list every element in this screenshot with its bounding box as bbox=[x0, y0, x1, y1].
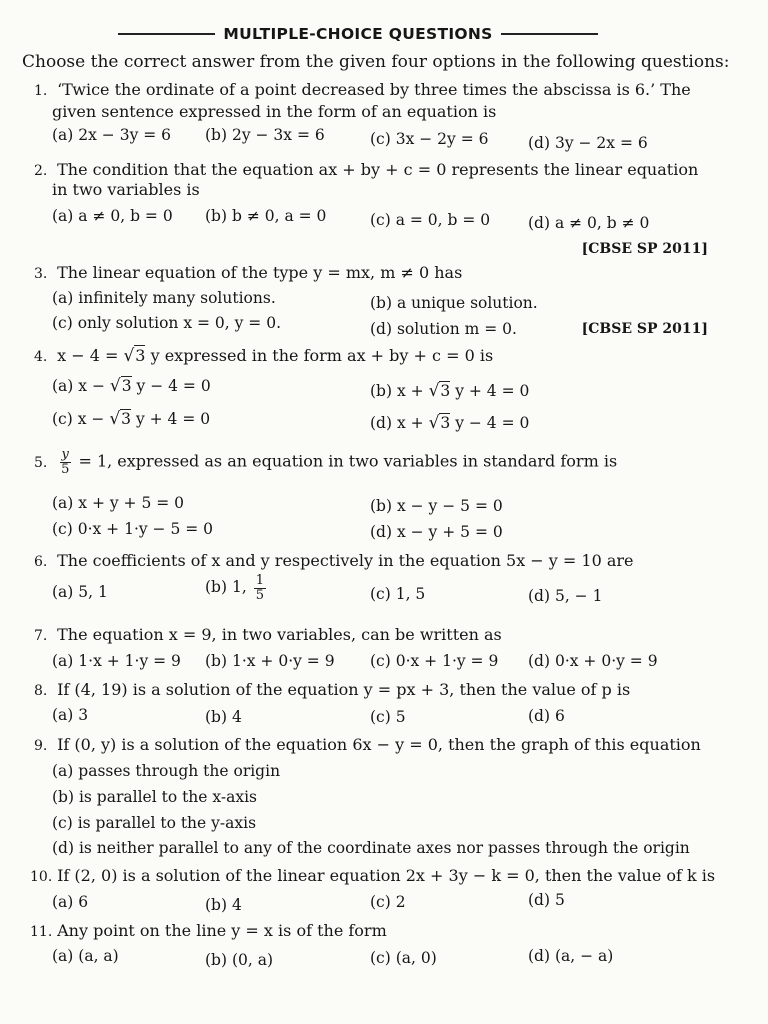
option-label: (c) bbox=[370, 893, 391, 911]
option-text: (0, a) bbox=[231, 951, 274, 969]
option-text-pre: x + bbox=[396, 414, 429, 432]
option-text: 3x − 2y = 6 bbox=[395, 130, 489, 148]
option-text: is parallel to the x-axis bbox=[78, 788, 257, 806]
option-text: 6 bbox=[554, 707, 565, 725]
fraction bbox=[254, 574, 266, 602]
q5-option-d[interactable] bbox=[370, 523, 503, 541]
q9-option-b[interactable] bbox=[52, 788, 257, 806]
question-text: ‘Twice the ordinate of a point decreased by three times the abscissa is 6.’ The bbox=[57, 80, 691, 99]
option-text-post: y − 4 = 0 bbox=[131, 377, 211, 395]
option-text: is parallel to the y-axis bbox=[77, 814, 257, 832]
q4-option-c[interactable] bbox=[52, 409, 210, 429]
option-text: b ≠ 0, a = 0 bbox=[231, 207, 327, 225]
option-label: (d) bbox=[528, 587, 551, 605]
source-tag: [CBSE SP 2011] bbox=[581, 241, 708, 257]
option-label: (d) bbox=[52, 839, 75, 857]
option-text: 3y − 2x = 6 bbox=[554, 134, 648, 152]
option-text: (a, 0) bbox=[395, 949, 437, 967]
instructions: Choose the correct answer from the given four options in the following questions: bbox=[22, 52, 730, 72]
section-title: MULTIPLE-CHOICE QUESTIONS bbox=[223, 25, 493, 43]
section-header bbox=[118, 21, 598, 47]
option-text-post: y − 4 = 0 bbox=[450, 414, 530, 432]
option-label: (c) bbox=[52, 410, 73, 428]
option-text: 6 bbox=[78, 893, 89, 911]
q11-option-d[interactable] bbox=[528, 947, 613, 965]
q3-option-b[interactable] bbox=[370, 294, 538, 312]
option-text: (a, a) bbox=[78, 947, 119, 965]
option-label: (b) bbox=[205, 207, 228, 225]
option-label: (b) bbox=[205, 951, 228, 969]
sqrt-radicand: 3 bbox=[121, 410, 132, 428]
q6-option-a[interactable] bbox=[52, 583, 108, 601]
option-text: infinitely many solutions. bbox=[78, 289, 276, 307]
q5-option-b[interactable] bbox=[370, 497, 503, 515]
question-number: 5. bbox=[34, 454, 48, 471]
question-text-post: y expressed in the form ax + by + c = 0 is bbox=[145, 346, 494, 365]
question-text: The equation x = 9, in two variables, can be written as bbox=[57, 625, 502, 644]
q6-option-b[interactable] bbox=[205, 574, 268, 602]
option-label: (d) bbox=[528, 214, 551, 232]
question-11 bbox=[30, 921, 387, 940]
option-text: 5 bbox=[395, 708, 406, 726]
option-text: passes through the origin bbox=[78, 762, 281, 780]
q11-option-b[interactable] bbox=[205, 951, 273, 969]
option-label: (d) bbox=[370, 320, 393, 338]
q10-option-a[interactable] bbox=[52, 893, 88, 911]
q4-option-d[interactable] bbox=[370, 413, 529, 433]
option-text: 5 bbox=[554, 891, 565, 909]
q10-option-b[interactable] bbox=[205, 896, 242, 914]
option-label: (b) bbox=[52, 788, 75, 806]
option-label: (d) bbox=[528, 891, 551, 909]
option-label: (c) bbox=[370, 652, 391, 670]
fraction-denominator: 5 bbox=[61, 461, 70, 477]
question-4 bbox=[34, 346, 493, 366]
sqrt-symbol: √3 bbox=[428, 381, 451, 401]
option-label: (a) bbox=[52, 652, 74, 670]
option-label: (d) bbox=[528, 652, 551, 670]
option-label: (c) bbox=[370, 708, 391, 726]
option-text-pre: x − bbox=[78, 377, 110, 395]
q5-option-c[interactable] bbox=[52, 520, 213, 538]
q1-option-c[interactable] bbox=[370, 130, 488, 148]
option-label: (a) bbox=[52, 207, 74, 225]
option-label: (c) bbox=[370, 211, 391, 229]
question-number: 2. bbox=[34, 163, 48, 179]
question-8 bbox=[34, 680, 630, 699]
sqrt-radicand: 3 bbox=[135, 346, 146, 365]
option-text: 0·x + 1·y − 5 = 0 bbox=[77, 520, 214, 538]
q11-option-a[interactable] bbox=[52, 947, 119, 965]
question-2-cont: in two variables is bbox=[52, 180, 200, 199]
option-label: (a) bbox=[52, 706, 74, 724]
q4-option-a[interactable] bbox=[52, 376, 211, 396]
sqrt-radicand: 3 bbox=[121, 377, 132, 395]
option-label: (b) bbox=[370, 497, 393, 515]
q5-option-a[interactable] bbox=[52, 494, 184, 512]
q7-option-b[interactable] bbox=[205, 652, 335, 670]
option-label: (a) bbox=[52, 126, 74, 144]
option-text-pre: x + bbox=[396, 382, 429, 400]
fraction bbox=[59, 448, 71, 476]
option-text: a ≠ 0, b = 0 bbox=[78, 207, 173, 225]
q6-option-c[interactable] bbox=[370, 585, 425, 603]
q9-option-d[interactable] bbox=[52, 839, 690, 857]
sqrt-symbol: √3 bbox=[109, 376, 132, 396]
sqrt-symbol: √3 bbox=[123, 346, 146, 366]
q2-option-c[interactable] bbox=[370, 211, 490, 229]
question-text-pre: x − 4 = bbox=[57, 346, 124, 365]
option-text: 5, 1 bbox=[78, 583, 108, 601]
option-text-post: y + 4 = 0 bbox=[131, 410, 211, 428]
q10-option-d[interactable] bbox=[528, 891, 565, 909]
option-label: (d) bbox=[370, 523, 393, 541]
option-text: 0·x + 0·y = 9 bbox=[554, 652, 658, 670]
q7-option-c[interactable] bbox=[370, 652, 498, 670]
option-text: 0·x + 1·y = 9 bbox=[395, 652, 499, 670]
question-7 bbox=[34, 625, 502, 644]
question-1 bbox=[34, 80, 691, 99]
q11-option-c[interactable] bbox=[370, 949, 437, 967]
q4-option-b[interactable] bbox=[370, 381, 529, 401]
option-text: only solution x = 0, y = 0. bbox=[77, 314, 282, 332]
option-text: 4 bbox=[231, 896, 242, 914]
option-text: is neither parallel to any of the coordinate axes nor passes through the origin bbox=[78, 839, 690, 857]
option-text-pre: x − bbox=[77, 410, 110, 428]
question-number: 9. bbox=[34, 738, 48, 754]
fraction-numerator: y bbox=[61, 447, 69, 462]
question-6 bbox=[34, 551, 634, 570]
q9-option-a[interactable] bbox=[52, 762, 280, 780]
option-label: (b) bbox=[205, 578, 228, 597]
option-label: (a) bbox=[52, 583, 74, 601]
q8-option-a[interactable] bbox=[52, 706, 88, 724]
q7-option-d[interactable] bbox=[528, 652, 658, 670]
option-text: 3 bbox=[78, 706, 89, 724]
option-label: (a) bbox=[52, 289, 74, 307]
question-number: 7. bbox=[34, 628, 48, 644]
option-text: 4 bbox=[231, 708, 242, 726]
question-5 bbox=[34, 448, 617, 476]
option-text-post: y + 4 = 0 bbox=[450, 382, 530, 400]
option-text: x − y − 5 = 0 bbox=[396, 497, 503, 515]
q2-option-b[interactable] bbox=[205, 207, 326, 225]
option-label: (c) bbox=[370, 130, 391, 148]
option-label: (c) bbox=[52, 314, 73, 332]
question-number: 6. bbox=[34, 554, 48, 570]
question-text: If (4, 19) is a solution of the equation y = px + 3, then the value of p is bbox=[57, 680, 631, 699]
question-text-post: = 1, expressed as an equation in two variables in standard form is bbox=[73, 451, 618, 471]
q1-option-b[interactable] bbox=[205, 126, 325, 144]
option-label: (c) bbox=[52, 814, 73, 832]
question-9 bbox=[34, 735, 701, 754]
option-text: 2 bbox=[395, 893, 406, 911]
sqrt-radicand: 3 bbox=[440, 414, 451, 432]
q3-option-d[interactable] bbox=[370, 320, 517, 338]
q8-option-d[interactable] bbox=[528, 707, 565, 725]
question-text: Any point on the line y = x is of the form bbox=[57, 921, 387, 940]
option-label: (a) bbox=[52, 893, 74, 911]
header-rule-left bbox=[118, 33, 215, 34]
sqrt-symbol: √3 bbox=[428, 413, 451, 433]
option-text: (a, − a) bbox=[554, 947, 614, 965]
question-text: If (2, 0) is a solution of the linear equation 2x + 3y − k = 0, then the value of k is bbox=[57, 866, 716, 885]
option-label: (d) bbox=[370, 414, 393, 432]
question-number: 1. bbox=[34, 83, 48, 99]
q2-option-d[interactable] bbox=[528, 214, 649, 232]
option-label: (b) bbox=[205, 896, 228, 914]
q2-option-a[interactable] bbox=[52, 207, 173, 225]
option-label: (d) bbox=[528, 947, 551, 965]
option-label: (b) bbox=[370, 382, 393, 400]
question-number: 8. bbox=[34, 683, 48, 699]
q8-option-c[interactable] bbox=[370, 708, 406, 726]
question-number: 11. bbox=[30, 924, 53, 940]
q3-option-c[interactable] bbox=[52, 314, 281, 332]
option-text: 1, 5 bbox=[395, 585, 426, 603]
option-label: (d) bbox=[528, 134, 551, 152]
option-text: 2x − 3y = 6 bbox=[78, 126, 172, 144]
option-label: (b) bbox=[205, 652, 228, 670]
option-text: 2y − 3x = 6 bbox=[231, 126, 325, 144]
question-text: The condition that the equation ax + by + c = 0 represents the linear equation bbox=[57, 160, 699, 179]
question-number: 4. bbox=[34, 349, 48, 365]
option-label: (a) bbox=[52, 947, 74, 965]
sqrt-radicand: 3 bbox=[440, 382, 451, 400]
option-label: (b) bbox=[370, 294, 393, 312]
option-text: a = 0, b = 0 bbox=[395, 211, 491, 229]
question-2 bbox=[34, 160, 698, 179]
question-number: 10. bbox=[30, 869, 53, 885]
sqrt-symbol: √3 bbox=[109, 409, 132, 429]
question-1-cont: given sentence expressed in the form of an equation is bbox=[52, 102, 497, 121]
fraction-numerator: 1 bbox=[255, 573, 264, 588]
source-tag: [CBSE SP 2011] bbox=[581, 321, 708, 337]
q1-option-a[interactable] bbox=[52, 126, 171, 144]
option-text-pre: 1, bbox=[231, 578, 252, 597]
option-label: (c) bbox=[52, 520, 73, 538]
option-text: 1·x + 1·y = 9 bbox=[78, 652, 181, 670]
option-text: 5, − 1 bbox=[554, 587, 603, 605]
q7-option-a[interactable] bbox=[52, 652, 181, 670]
option-text: a ≠ 0, b ≠ 0 bbox=[554, 214, 650, 232]
option-label: (b) bbox=[205, 126, 228, 144]
fraction-denominator: 5 bbox=[255, 587, 264, 603]
q8-option-b[interactable] bbox=[205, 708, 242, 726]
q10-option-c[interactable] bbox=[370, 893, 406, 911]
option-label: (a) bbox=[52, 377, 74, 395]
option-text: a unique solution. bbox=[396, 294, 538, 312]
question-text: The coefficients of x and y respectively in the equation 5x − y = 10 are bbox=[57, 551, 634, 570]
q3-option-a[interactable] bbox=[52, 289, 276, 307]
option-text: x + y + 5 = 0 bbox=[78, 494, 185, 512]
option-text: x − y + 5 = 0 bbox=[396, 523, 503, 541]
question-3 bbox=[34, 263, 462, 282]
question-text: If (0, y) is a solution of the equation 6x − y = 0, then the graph of this equation bbox=[57, 735, 701, 754]
option-label: (b) bbox=[205, 708, 228, 726]
question-number: 3. bbox=[34, 266, 48, 282]
q1-option-d[interactable] bbox=[528, 134, 648, 152]
option-label: (a) bbox=[52, 762, 74, 780]
question-10 bbox=[30, 866, 715, 885]
option-label: (c) bbox=[370, 949, 391, 967]
q9-option-c[interactable] bbox=[52, 814, 256, 832]
question-text: The linear equation of the type y = mx, m ≠ 0 has bbox=[57, 263, 463, 282]
q6-option-d[interactable] bbox=[528, 587, 602, 605]
header-rule-right bbox=[501, 33, 598, 34]
option-label: (c) bbox=[370, 585, 391, 603]
option-label: (d) bbox=[528, 707, 551, 725]
option-label: (a) bbox=[52, 494, 74, 512]
option-text: 1·x + 0·y = 9 bbox=[231, 652, 335, 670]
option-text: solution m = 0. bbox=[396, 320, 517, 338]
